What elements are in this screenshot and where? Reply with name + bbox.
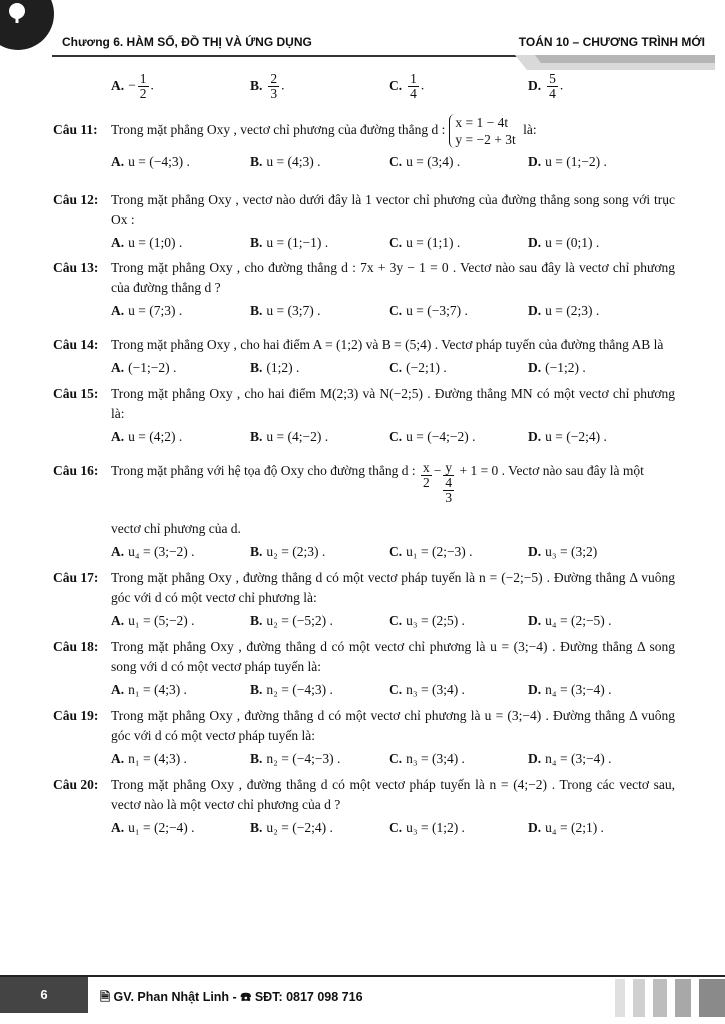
option-c: C. (−2;1) . bbox=[389, 360, 447, 375]
fraction-x: $\frac{x}{2}$ bbox=[422, 460, 430, 490]
question-20: Câu 20: Trong mặt phẳng Oxy , đường thẳng d có một vectơ pháp tuyến là n = (4;−2) . Trong các vectơ sau, vectơ nào là một vectơ chỉ phương của d ? A. u₁ = (2;−4) . B. u₂ = (−2;4) . C. u₃ = (1;2) . D. u₄ = (2;1) . bbox=[53, 775, 675, 838]
option-b: B. u = (3;7) . bbox=[250, 303, 321, 318]
question-15: Câu 15: Trong mặt phẳng Oxy , cho hai điểm M(2;3) và N(−2;5) . Đường thẳng MN có một vectơ chỉ phương là: A. u = (4;2) . B. u = (4;−2) . C. u = (−4;−2) . D. u = (−2;4) . bbox=[53, 384, 675, 447]
option-d: D. u₃ = (3;2) bbox=[528, 544, 598, 559]
option-a: A. u₄ = (3;−2) . bbox=[111, 544, 195, 559]
footer-stripes bbox=[615, 977, 725, 1017]
option-c: C. u = (−3;7) . bbox=[389, 303, 468, 318]
option-a: A. u₁ = (5;−2) . bbox=[111, 613, 195, 628]
option-c: C. u = (3;4) . bbox=[389, 154, 461, 169]
chapter-title: Chương 6. HÀM SỐ, ĐỒ THỊ VÀ ỨNG DỤNG bbox=[62, 35, 312, 49]
option-c: C. u₃ = (2;5) . bbox=[389, 613, 465, 628]
question-13: Câu 13: Trong mặt phẳng Oxy , cho đường thẳng d : 7x + 3y − 1 = 0 . Vectơ nào sau đây là vectơ chỉ phương của đường thẳng d ? A. u = (7;3) . B. u = (3;7) . C. u = (−3;7) . D. u = (2;3) . bbox=[53, 258, 675, 321]
option-c: C. u₁ = (2;−3) . bbox=[389, 544, 473, 559]
option-a: A. − $\frac{1}{2}$ . bbox=[111, 71, 154, 101]
logo bbox=[0, 0, 54, 50]
option-b: B. n₂ = (−4;3) . bbox=[250, 682, 333, 697]
option-b: B. u = (1;−1) . bbox=[250, 235, 329, 250]
footer-author: 🗎 GV. Phan Nhật Linh - ☎ SĐT: 0817 098 716 bbox=[100, 990, 363, 1004]
option-a: A. (−1;−2) . bbox=[111, 360, 177, 375]
option-d: D. u = (−2;4) . bbox=[528, 429, 607, 444]
option-c: C. u₃ = (1;2) . bbox=[389, 820, 465, 835]
option-c: C. n₃ = (3;4) . bbox=[389, 682, 465, 697]
option-b: B. u₂ = (−5;2) . bbox=[250, 613, 333, 628]
option-d: D. u₄ = (2;−5) . bbox=[528, 613, 612, 628]
page-content bbox=[0, 68, 725, 838]
course-title: TOÁN 10 – CHƯƠNG TRÌNH MỚI bbox=[518, 35, 705, 49]
option-b: B. $\frac{2}{3}$ . bbox=[250, 71, 285, 101]
prev-options bbox=[53, 72, 675, 102]
option-a: A. n₁ = (4;3) . bbox=[111, 682, 187, 697]
question-19: Câu 19: Trong mặt phẳng Oxy , đường thẳng d có một vectơ chỉ phương là u = (3;−4) . Đường thẳng Δ vuông góc với d có một vectơ pháp tuyến là: A. n₁ = (4;3) . B. n₂ = (−4;−3) . C. n₃ = (3;4) . D. n₄ = (3;−4) . bbox=[53, 706, 675, 769]
option-c: C. u = (−4;−2) . bbox=[389, 429, 476, 444]
option-d: D. n₄ = (3;−4) . bbox=[528, 682, 612, 697]
option-c: C. u = (1;1) . bbox=[389, 235, 461, 250]
footer-phone: ☎ SĐT: 0817 098 716 bbox=[240, 990, 363, 1004]
option-d: D. u = (2;3) . bbox=[528, 303, 600, 318]
option-a: A. u = (4;2) . bbox=[111, 429, 183, 444]
option-d: D. n₄ = (3;−4) . bbox=[528, 751, 612, 766]
option-d: D. u = (0;1) . bbox=[528, 235, 600, 250]
option-b: B. u₂ = (2;3) . bbox=[250, 544, 326, 559]
option-d: D. u = (1;−2) . bbox=[528, 154, 607, 169]
document-icon: 🗎 bbox=[100, 990, 111, 1004]
option-b: B. u = (4;−2) . bbox=[250, 429, 329, 444]
option-a: A. u = (7;3) . bbox=[111, 303, 183, 318]
option-a: A. u = (1;0) . bbox=[111, 235, 183, 250]
option-c: C. n₃ = (3;4) . bbox=[389, 751, 465, 766]
option-a: A. u₁ = (2;−4) . bbox=[111, 820, 195, 835]
option-b: B. u₂ = (−2;4) . bbox=[250, 820, 333, 835]
option-d: D. (−1;2) . bbox=[528, 360, 586, 375]
question-17: Câu 17: Trong mặt phẳng Oxy , đường thẳng d có một vectơ pháp tuyến là n = (−2;−5) . Đường thẳng Δ vuông góc với d có một vectơ chỉ phương là: A. u₁ = (5;−2) . B. u₂ = (−5;2) . C. u₃ = (2;5) . D. u₄ = (2;−5) . bbox=[53, 568, 675, 631]
fraction-y: y 4 3 bbox=[445, 460, 453, 505]
option-b: B. n₂ = (−4;−3) . bbox=[250, 751, 341, 766]
question-18: Câu 18: Trong mặt phẳng Oxy , đường thẳng d có một vectơ chỉ phương là u = (3;−4) . Đường thẳng Δ song song với d có một vectơ pháp tuyến là: A. n₁ = (4;3) . B. n₂ = (−4;3) . C. n₃ = (3;4) . D. n₄ = (3;−4) . bbox=[53, 637, 675, 700]
option-c: C. $\frac{1}{4}$ . bbox=[389, 71, 425, 101]
question-12: Câu 12: Trong mặt phẳng Oxy , vectơ nào dưới đây là 1 vector chỉ phương của đường thẳng song song với trục Ox : A. u = (1;0) . B. u = (1;−1) . C. u = (1;1) . D. u = (0;1) . bbox=[53, 190, 675, 253]
option-b: B. u = (4;3) . bbox=[250, 154, 321, 169]
question-11: Câu 11: Trong mặt phẳng Oxy , vectơ chỉ phương của đường thẳng d : x = 1 − 4t y = −2 + 3t là: A. u = (−4;3) . B. u = (4;3) . C. u = (3;4) . D. u = (1;−2) . bbox=[53, 114, 675, 172]
tree-icon bbox=[4, 2, 30, 24]
question-14: Câu 14: Trong mặt phẳng Oxy , cho hai điểm A = (1;2) và B = (5;4) . Vectơ pháp tuyến của đường thẳng AB là A. (−1;−2) . B. (1;2) . C. (−2;1) . D. (−1;2) . bbox=[53, 335, 675, 378]
option-a: A. u = (−4;3) . bbox=[111, 154, 190, 169]
question-16: Câu 16: Trong mặt phẳng với hệ tọa độ Oxy cho đường thẳng d : $\frac{x}{2}$ − y 4 3 + 1 = 0 . Vectơ nào sau đây là một vectơ chỉ phương của d. A. u₄ = (3;−2) . B. u₂ = (2;3) . C. u₁ = (2;−3) . D. u₃ = (3;2) bbox=[53, 461, 675, 562]
option-a: A. n₁ = (4;3) . bbox=[111, 751, 187, 766]
option-d: D. $\frac{5}{4}$ . bbox=[528, 71, 564, 101]
option-d: D. u₄ = (2;1) . bbox=[528, 820, 604, 835]
page-number: 6 bbox=[0, 977, 88, 1013]
equation-system: x = 1 − 4t y = −2 + 3t bbox=[449, 114, 515, 148]
option-b: B. (1;2) . bbox=[250, 360, 300, 375]
